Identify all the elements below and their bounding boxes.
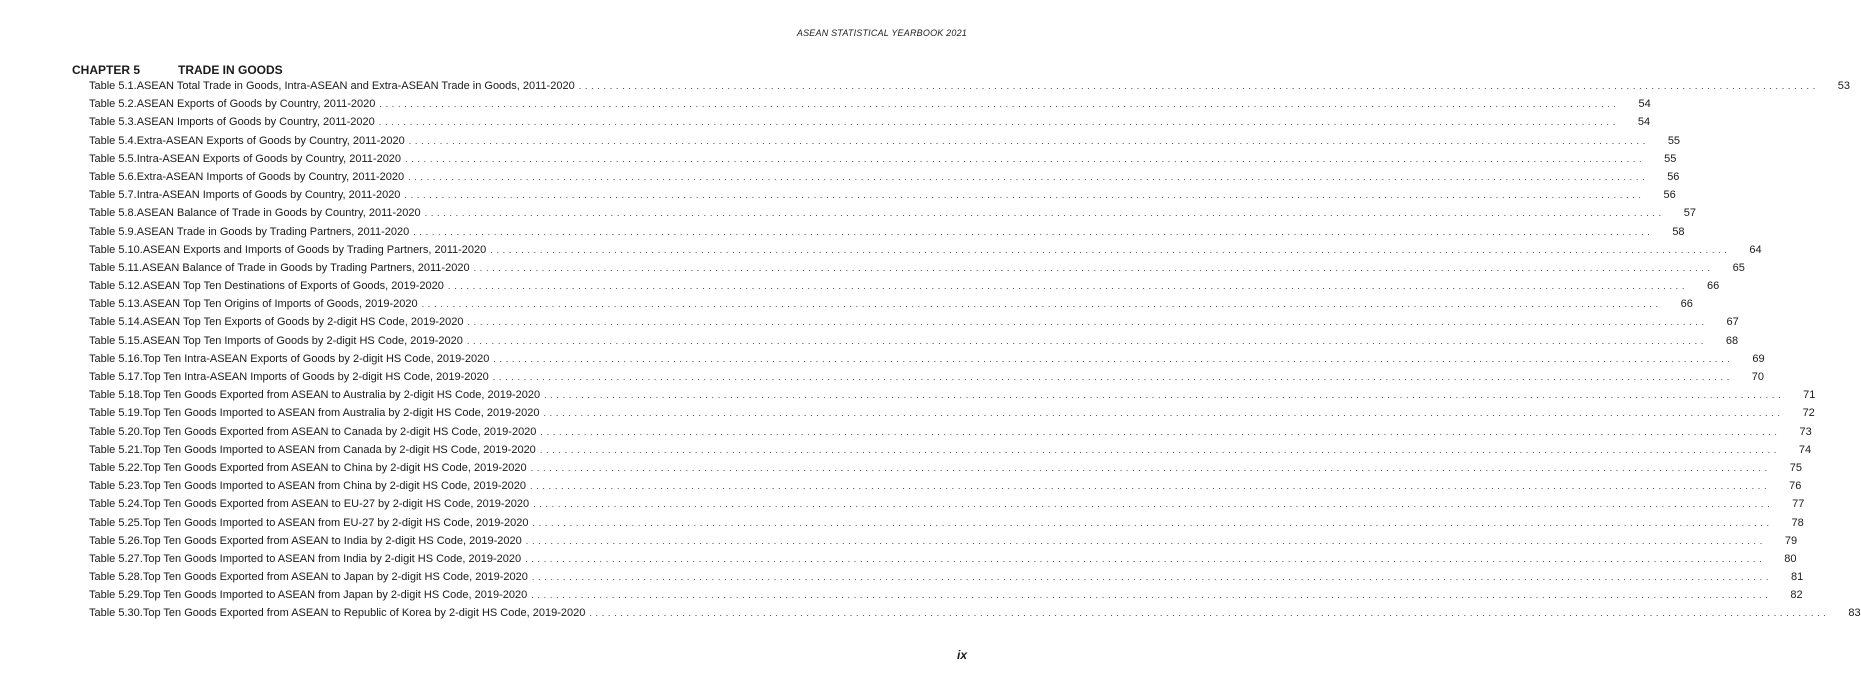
toc-entry-page: 75 xyxy=(1789,461,1802,474)
toc-entry-title-wrap xyxy=(143,353,1753,365)
toc-entry-title-wrap xyxy=(143,553,1784,565)
toc-entry-title-wrap xyxy=(137,135,1668,147)
toc-entry-title-wrap xyxy=(143,462,1790,474)
toc-entry[interactable] xyxy=(72,480,1802,498)
chapter-heading xyxy=(72,63,967,80)
toc-entry[interactable] xyxy=(72,589,1803,607)
toc-entry-number: Table 5.9. xyxy=(89,225,137,238)
dot-leader: . . . . . . . . . . . . . . . . . . . . . . . . . . . . . . . . . . . . . . . . . . . . . . . . . . . . . . . . . . . . . . . . . . . . . . . . . . . . . . . . . . . . . . . . . . . . . . . . . . . . . . . . . . . . . . . . . . . . . . . . . . . . . . . . . . . . . . . . . . . . . . . . . . . . . . . . . . . . . . . . . . . . . . . . . . . . . . . . . . . . . . . . . . . . . . . . . . . . . . . . xyxy=(408,171,1646,182)
toc-entry[interactable] xyxy=(72,443,1812,462)
toc-entry-number: Table 5.13. xyxy=(89,298,143,311)
toc-entry-title: Extra-ASEAN Exports of Goods by Country, 2011-2020 xyxy=(136,134,405,147)
toc-entry-page: 68 xyxy=(1725,334,1739,347)
toc-entry-number: Table 5.18. xyxy=(89,389,143,402)
toc-entry-number: Table 5.6. xyxy=(89,170,137,183)
dot-leader: . . . . . . . . . . . . . . . . . . . . . . . . . . . . . . . . . . . . . . . . . . . . . . . . . . . . . . . . . . . . . . . . . . . . . . . . . . . . . . . . . . . . . . . . . . . . . . . . . . . . . . . . . . . . . . . . . . . . . . . . . . . . . . . . . . . . . . . . . . . . . . . . . . . . . . . . . . . . . . . . . . . . . . . . . . . . . . . . . . . . . . . . . . . . . . . . . . . . . . . . xyxy=(379,99,1617,110)
toc-entry-title-wrap xyxy=(137,98,1639,110)
toc-entry-page: 64 xyxy=(1749,243,1762,256)
toc-entry-number: Table 5.29. xyxy=(89,589,143,602)
dot-leader: . . . . . . . . . . . . . . . . . . . . . . . . . . . . . . . . . . . . . . . . . . . . . . . . . . . . . . . . . . . . . . . . . . . . . . . . . . . . . . . . . . . . . . . . . . . . . . . . . . . . . . . . . . . . . . . . . . . . . . . . . . . . . . . . . . . . . . . . . . . . . . . . . . . . . . . . . . . . . . . . . . . . . . . . . . . . . . . . . . . . . . . . . . . . . . . . . . . . . . . . xyxy=(539,444,1777,455)
toc-entry-title: ASEAN Top Ten Destinations of Exports of Goods, 2019-2020 xyxy=(142,280,444,293)
toc-entry-title: ASEAN Imports of Goods by Country, 2011-2020 xyxy=(136,116,375,129)
toc-entry-title: Top Ten Goods Exported from ASEAN to Canada by 2-digit HS Code, 2019-2020 xyxy=(142,425,537,438)
toc-entry-title-wrap xyxy=(143,480,1789,492)
toc-entry[interactable] xyxy=(72,98,1651,116)
toc-entry-number: Table 5.12. xyxy=(89,280,143,293)
toc-entry-title-wrap xyxy=(137,80,1838,92)
toc-entry-page: 74 xyxy=(1798,443,1812,456)
toc-entry-number: Table 5.1. xyxy=(89,80,137,92)
toc-entry[interactable] xyxy=(72,189,1676,207)
toc-entry-title-wrap xyxy=(143,535,1785,547)
toc-entry-title: ASEAN Exports and Imports of Goods by Trading Partners, 2011-2020 xyxy=(142,243,487,256)
toc-entry-page: 78 xyxy=(1791,516,1804,529)
dot-leader: . . . . . . . . . . . . . . . . . . . . . . . . . . . . . . . . . . . . . . . . . . . . . . . . . . . . . . . . . . . . . . . . . . . . . . . . . . . . . . . . . . . . . . . . . . . . . . . . . . . . . . . . . . . . . . . . . . . . . . . . . . . . . . . . . . . . . . . . . . . . . . . . . . . . . . . . . . . . . . . . . . . . . . . . . . . . . . . . . . . . . . . . . . . . . . . . . . . . . . . . xyxy=(530,481,1768,492)
toc-entry-number: Table 5.3. xyxy=(89,116,137,129)
dot-leader: . . . . . . . . . . . . . . . . . . . . . . . . . . . . . . . . . . . . . . . . . . . . . . . . . . . . . . . . . . . . . . . . . . . . . . . . . . . . . . . . . . . . . . . . . . . . . . . . . . . . . . . . . . . . . . . . . . . . . . . . . . . . . . . . . . . . . . . . . . . . . . . . . . . . . . . . . . . . . . . . . . . . . . . . . . . . . . . . . . . . . . . . . . . . . . . . . . . . . . . . xyxy=(531,590,1769,601)
dot-leader: . . . . . . . . . . . . . . . . . . . . . . . . . . . . . . . . . . . . . . . . . . . . . . . . . . . . . . . . . . . . . . . . . . . . . . . . . . . . . . . . . . . . . . . . . . . . . . . . . . . . . . . . . . . . . . . . . . . . . . . . . . . . . . . . . . . . . . . . . . . . . . . . . . . . . . . . . . . . . . . . . . . . . . . . . . . . . . . . . . . . . . . . . . . . . . . . . . . . . . . . xyxy=(531,572,1769,583)
toc-entry[interactable] xyxy=(72,116,1651,134)
toc-entry[interactable] xyxy=(72,261,1745,280)
toc-entry-title: Top Ten Goods Imported to ASEAN from India by 2-digit HS Code, 2019-2020 xyxy=(142,552,522,565)
toc-entry-title: Top Ten Goods Exported from ASEAN to EU-27 by 2-digit HS Code, 2019-2020 xyxy=(142,498,530,511)
toc-entry-page: 72 xyxy=(1802,407,1815,420)
toc-entry-title: Extra-ASEAN Imports of Goods by Country, 2011-2020 xyxy=(136,170,405,183)
toc-entry[interactable] xyxy=(72,498,1805,516)
toc-entry-number: Table 5.17. xyxy=(89,371,143,383)
toc-entry-title-wrap xyxy=(143,444,1799,456)
dot-leader: . . . . . . . . . . . . . . . . . . . . . . . . . . . . . . . . . . . . . . . . . . . . . . . . . . . . . . . . . . . . . . . . . . . . . . . . . . . . . . . . . . . . . . . . . . . . . . . . . . . . . . . . . . . . . . . . . . . . . . . . . . . . . . . . . . . . . . . . . . . . . . . . . . . . . . . . . . . . . . . . . . . . . . . . . . . . . . . . . . . . . . . . . . . . . . . . . . . . . . . . xyxy=(492,372,1730,382)
toc-entry-title-wrap xyxy=(143,571,1791,583)
toc-entry-page: 79 xyxy=(1784,534,1798,547)
dot-leader: . . . . . . . . . . . . . . . . . . . . . . . . . . . . . . . . . . . . . . . . . . . . . . . . . . . . . . . . . . . . . . . . . . . . . . . . . . . . . . . . . . . . . . . . . . . . . . . . . . . . . . . . . . . . . . . . . . . . . . . . . . . . . . . . . . . . . . . . . . . . . . . . . . . . . . . . . . . . . . . . . . . . . . . . . . . . . . . . . . . . . . . . . . . . . . . . . . . . . . . . xyxy=(424,208,1662,219)
toc-entry-title: Top Ten Goods Exported from ASEAN to China by 2-digit HS Code, 2019-2020 xyxy=(142,461,527,474)
toc-entry-title: Top Ten Goods Exported from ASEAN to Japan by 2-digit HS Code, 2019-2020 xyxy=(142,571,528,584)
dot-leader: . . . . . . . . . . . . . . . . . . . . . . . . . . . . . . . . . . . . . . . . . . . . . . . . . . . . . . . . . . . . . . . . . . . . . . . . . . . . . . . . . . . . . . . . . . . . . . . . . . . . . . . . . . . . . . . . . . . . . . . . . . . . . . . . . . . . . . . . . . . . . . . . . . . . . . . . . . . . . . . . . . . . . . . . . . . . . . . . . . . . . . . . . . . . . . . . . . . . . . . . xyxy=(532,517,1770,528)
dot-leader: . . . . . . . . . . . . . . . . . . . . . . . . . . . . . . . . . . . . . . . . . . . . . . . . . . . . . . . . . . . . . . . . . . . . . . . . . . . . . . . . . . . . . . . . . . . . . . . . . . . . . . . . . . . . . . . . . . . . . . . . . . . . . . . . . . . . . . . . . . . . . . . . . . . . . . . . . . . . . . . . . . . . . . . . . . . . . . . . . . . . . . . . . . . . . . . . . . . . . . . . xyxy=(473,262,1711,273)
dot-leader: . . . . . . . . . . . . . . . . . . . . . . . . . . . . . . . . . . . . . . . . . . . . . . . . . . . . . . . . . . . . . . . . . . . . . . . . . . . . . . . . . . . . . . . . . . . . . . . . . . . . . . . . . . . . . . . . . . . . . . . . . . . . . . . . . . . . . . . . . . . . . . . . . . . . . . . . . . . . . . . . . . . . . . . . . . . . . . . . . . . . . . . . . . . . . . . . . . . . . . . . xyxy=(578,81,1816,91)
toc-entry[interactable] xyxy=(72,425,1812,444)
toc-entry-page: 65 xyxy=(1732,261,1745,274)
dot-leader: . . . . . . . . . . . . . . . . . . . . . . . . . . . . . . . . . . . . . . . . . . . . . . . . . . . . . . . . . . . . . . . . . . . . . . . . . . . . . . . . . . . . . . . . . . . . . . . . . . . . . . . . . . . . . . . . . . . . . . . . . . . . . . . . . . . . . . . . . . . . . . . . . . . . . . . . . . . . . . . . . . . . . . . . . . . . . . . . . . . . . . . . . . . . . . . . . . . . . . . . xyxy=(466,335,1704,346)
toc-entry-title-wrap xyxy=(143,517,1792,529)
toc-entry[interactable] xyxy=(72,352,1765,371)
toc-entry-page: 54 xyxy=(1638,98,1651,111)
dot-leader: . . . . . . . . . . . . . . . . . . . . . . . . . . . . . . . . . . . . . . . . . . . . . . . . . . . . . . . . . . . . . . . . . . . . . . . . . . . . . . . . . . . . . . . . . . . . . . . . . . . . . . . . . . . . . . . . . . . . . . . . . . . . . . . . . . . . . . . . . . . . . . . . . . . . . . . . . . . . . . . . . . . . . . . . . . . . . . . . . . . . . . . . . . . . . . . . . . . . . . . . xyxy=(540,426,1778,437)
toc-entry-title: Top Ten Goods Exported from ASEAN to India by 2-digit HS Code, 2019-2020 xyxy=(142,534,522,547)
toc-entry-title: Top Ten Goods Exported from ASEAN to Republic of Korea by 2-digit HS Code, 2019-2020 xyxy=(142,607,586,620)
toc-entry[interactable] xyxy=(72,316,1739,334)
toc-entry[interactable] xyxy=(72,607,1861,625)
toc-entry-page: 83 xyxy=(1848,607,1861,620)
chapter-label: CHAPTER 5 xyxy=(72,63,141,77)
toc-entry-title: Intra-ASEAN Imports of Goods by Country, 2011-2020 xyxy=(136,189,401,202)
toc-entry-page: 56 xyxy=(1667,170,1680,183)
dot-leader: . . . . . . . . . . . . . . . . . . . . . . . . . . . . . . . . . . . . . . . . . . . . . . . . . . . . . . . . . . . . . . . . . . . . . . . . . . . . . . . . . . . . . . . . . . . . . . . . . . . . . . . . . . . . . . . . . . . . . . . . . . . . . . . . . . . . . . . . . . . . . . . . . . . . . . . . . . . . . . . . . . . . . . . . . . . . . . . . . . . . . . . . . . . . . . . . . . . . . . . . xyxy=(413,226,1651,237)
toc-entry-title: ASEAN Trade in Goods by Trading Partners, 2011-2020 xyxy=(136,225,410,238)
toc-entry-title-wrap xyxy=(143,407,1803,419)
toc-entry-title: Top Ten Goods Imported to ASEAN from Canada by 2-digit HS Code, 2019-2020 xyxy=(142,443,536,456)
toc-entry-number: Table 5.22. xyxy=(89,461,143,474)
toc-entry-page: 82 xyxy=(1790,589,1803,602)
toc-entry-title: ASEAN Total Trade in Goods, Intra-ASEAN and Extra-ASEAN Trade in Goods, 2011-2020 xyxy=(136,80,575,92)
toc-entry-title: ASEAN Top Ten Origins of Imports of Goods, 2019-2020 xyxy=(142,298,418,311)
chapter-title: TRADE IN GOODS xyxy=(178,63,283,77)
toc-entry-title-wrap xyxy=(143,607,1849,619)
toc-entry[interactable] xyxy=(72,407,1815,425)
toc-entry[interactable] xyxy=(72,571,1804,589)
toc-entry-page: 58 xyxy=(1672,225,1685,238)
toc-entry-number: Table 5.14. xyxy=(89,316,143,329)
toc-entry-number: Table 5.8. xyxy=(89,207,137,220)
toc-entry-title-wrap xyxy=(143,244,1750,256)
dot-leader: . . . . . . . . . . . . . . . . . . . . . . . . . . . . . . . . . . . . . . . . . . . . . . . . . . . . . . . . . . . . . . . . . . . . . . . . . . . . . . . . . . . . . . . . . . . . . . . . . . . . . . . . . . . . . . . . . . . . . . . . . . . . . . . . . . . . . . . . . . . . . . . . . . . . . . . . . . . . . . . . . . . . . . . . . . . . . . . . . . . . . . . . . . . . . . . . . . . . . . . . xyxy=(467,317,1705,328)
dot-leader: . . . . . . . . . . . . . . . . . . . . . . . . . . . . . . . . . . . . . . . . . . . . . . . . . . . . . . . . . . . . . . . . . . . . . . . . . . . . . . . . . . . . . . . . . . . . . . . . . . . . . . . . . . . . . . . . . . . . . . . . . . . . . . . . . . . . . . . . . . . . . . . . . . . . . . . . . . . . . . . . . . . . . . . . . . . . . . . . . . . . . . . . . . . . . . . . . . . . . . . . xyxy=(408,135,1646,146)
toc-entry-title: ASEAN Top Ten Exports of Goods by 2-digit HS Code, 2019-2020 xyxy=(142,316,464,329)
toc-entry-title: Intra-ASEAN Exports of Goods by Country, 2011-2020 xyxy=(136,152,402,165)
toc-entry-page: 69 xyxy=(1752,352,1765,365)
toc-entry-title-wrap xyxy=(143,389,1803,401)
toc-entry-title: Top Ten Goods Imported to ASEAN from Australia by 2-digit HS Code, 2019-2020 xyxy=(142,407,540,420)
toc-entry-number: Table 5.5. xyxy=(89,152,137,165)
toc-entry-number: Table 5.15. xyxy=(89,334,143,347)
toc-entry-page: 66 xyxy=(1680,298,1693,311)
dot-leader: . . . . . . . . . . . . . . . . . . . . . . . . . . . . . . . . . . . . . . . . . . . . . . . . . . . . . . . . . . . . . . . . . . . . . . . . . . . . . . . . . . . . . . . . . . . . . . . . . . . . . . . . . . . . . . . . . . . . . . . . . . . . . . . . . . . . . . . . . . . . . . . . . . . . . . . . . . . . . . . . . . . . . . . . . . . . . . . . . . . . . . . . . . . . . . . . . . . . . . . . xyxy=(530,462,1768,473)
page-number: ix xyxy=(956,648,967,662)
toc-entry-page: 80 xyxy=(1784,552,1797,565)
dot-leader: . . . . . . . . . . . . . . . . . . . . . . . . . . . . . . . . . . . . . . . . . . . . . . . . . . . . . . . . . . . . . . . . . . . . . . . . . . . . . . . . . . . . . . . . . . . . . . . . . . . . . . . . . . . . . . . . . . . . . . . . . . . . . . . . . . . . . . . . . . . . . . . . . . . . . . . . . . . . . . . . . . . . . . . . . . . . . . . . . . . . . . . . . . . . . . . . . . . . . . . . xyxy=(589,608,1827,619)
toc-entry-number: Table 5.11. xyxy=(89,261,143,274)
toc-entry-title: ASEAN Balance of Trade in Goods by Country, 2011-2020 xyxy=(136,207,421,220)
toc-entry-page: 81 xyxy=(1790,571,1804,584)
toc-entry-number: Table 5.7. xyxy=(89,189,137,202)
toc-entry-page: 66 xyxy=(1706,280,1720,293)
running-head: ASEAN STATISTICAL YEARBOOK 2021 xyxy=(796,28,967,38)
toc-entry-number: Table 5.27. xyxy=(89,552,143,565)
toc-entry-title: Top Ten Goods Exported from ASEAN to Australia by 2-digit HS Code, 2019-2020 xyxy=(142,389,541,402)
toc-entry-page: 57 xyxy=(1683,207,1696,220)
toc-entry-title: Top Ten Intra-ASEAN Exports of Goods by 2-digit HS Code, 2019-2020 xyxy=(142,352,490,365)
toc-entry-page: 76 xyxy=(1789,480,1802,493)
toc-entry-title-wrap xyxy=(143,316,1727,328)
toc-entry[interactable] xyxy=(72,152,1677,171)
toc-entry-number: Table 5.26. xyxy=(89,534,143,547)
toc-entry-title-wrap xyxy=(143,335,1726,347)
dot-leader: . . . . . . . . . . . . . . . . . . . . . . . . . . . . . . . . . . . . . . . . . . . . . . . . . . . . . . . . . . . . . . . . . . . . . . . . . . . . . . . . . . . . . . . . . . . . . . . . . . . . . . . . . . . . . . . . . . . . . . . . . . . . . . . . . . . . . . . . . . . . . . . . . . . . . . . . . . . . . . . . . . . . . . . . . . . . . . . . . . . . . . . . . . . . . . . . . . . . . . . . xyxy=(543,408,1781,419)
toc-entry-title-wrap xyxy=(137,171,1667,183)
toc-entry-title-wrap xyxy=(137,226,1673,238)
toc-list xyxy=(72,80,1861,626)
toc-entry-title: ASEAN Exports of Goods by Country, 2011-2020 xyxy=(136,98,376,111)
dot-leader: . . . . . . . . . . . . . . . . . . . . . . . . . . . . . . . . . . . . . . . . . . . . . . . . . . . . . . . . . . . . . . . . . . . . . . . . . . . . . . . . . . . . . . . . . . . . . . . . . . . . . . . . . . . . . . . . . . . . . . . . . . . . . . . . . . . . . . . . . . . . . . . . . . . . . . . . . . . . . . . . . . . . . . . . . . . . . . . . . . . . . . . . . . . . . . . . . . . . . . . . xyxy=(544,390,1782,401)
toc-entry[interactable] xyxy=(72,134,1681,153)
toc-entry-title-wrap xyxy=(142,262,1733,274)
toc-entry[interactable] xyxy=(72,534,1798,553)
toc-entry[interactable] xyxy=(72,243,1762,262)
toc-entry[interactable] xyxy=(72,371,1765,389)
toc-entry-page: 55 xyxy=(1664,152,1677,165)
toc-entry-title-wrap xyxy=(143,589,1791,601)
toc-entry-title-wrap xyxy=(137,207,1684,219)
toc-entry-title-wrap xyxy=(143,280,1707,292)
toc-entry-number: Table 5.24. xyxy=(89,498,143,511)
dot-leader: . . . . . . . . . . . . . . . . . . . . . . . . . . . . . . . . . . . . . . . . . . . . . . . . . . . . . . . . . . . . . . . . . . . . . . . . . . . . . . . . . . . . . . . . . . . . . . . . . . . . . . . . . . . . . . . . . . . . . . . . . . . . . . . . . . . . . . . . . . . . . . . . . . . . . . . . . . . . . . . . . . . . . . . . . . . . . . . . . . . . . . . . . . . . . . . . . . . . . . . . xyxy=(493,353,1731,364)
toc-entry-title: Top Ten Goods Imported to ASEAN from EU-27 by 2-digit HS Code, 2019-2020 xyxy=(142,516,529,529)
toc-entry-page: 70 xyxy=(1751,371,1765,383)
toc-entry-page: 73 xyxy=(1799,425,1812,438)
toc-entry-title-wrap xyxy=(143,426,1800,438)
toc-entry-number: Table 5.30. xyxy=(89,607,143,620)
dot-leader: . . . . . . . . . . . . . . . . . . . . . . . . . . . . . . . . . . . . . . . . . . . . . . . . . . . . . . . . . . . . . . . . . . . . . . . . . . . . . . . . . . . . . . . . . . . . . . . . . . . . . . . . . . . . . . . . . . . . . . . . . . . . . . . . . . . . . . . . . . . . . . . . . . . . . . . . . . . . . . . . . . . . . . . . . . . . . . . . . . . . . . . . . . . . . . . . . . . . . . . . xyxy=(447,281,1685,292)
toc-entry-page: 67 xyxy=(1726,316,1739,329)
dot-leader: . . . . . . . . . . . . . . . . . . . . . . . . . . . . . . . . . . . . . . . . . . . . . . . . . . . . . . . . . . . . . . . . . . . . . . . . . . . . . . . . . . . . . . . . . . . . . . . . . . . . . . . . . . . . . . . . . . . . . . . . . . . . . . . . . . . . . . . . . . . . . . . . . . . . . . . . . . . . . . . . . . . . . . . . . . . . . . . . . . . . . . . . . . . . . . . . . . . . . . . . xyxy=(525,553,1763,564)
toc-entry-page: 56 xyxy=(1663,189,1676,202)
toc-entry-page: 54 xyxy=(1637,116,1651,129)
dot-leader: . . . . . . . . . . . . . . . . . . . . . . . . . . . . . . . . . . . . . . . . . . . . . . . . . . . . . . . . . . . . . . . . . . . . . . . . . . . . . . . . . . . . . . . . . . . . . . . . . . . . . . . . . . . . . . . . . . . . . . . . . . . . . . . . . . . . . . . . . . . . . . . . . . . . . . . . . . . . . . . . . . . . . . . . . . . . . . . . . . . . . . . . . . . . . . . . . . . . . . . . xyxy=(405,153,1643,164)
toc-entry-number: Table 5.23. xyxy=(89,480,143,493)
toc-entry-title: Top Ten Intra-ASEAN Imports of Goods by 2-digit HS Code, 2019-2020 xyxy=(142,371,489,383)
toc-entry-page: 53 xyxy=(1837,80,1851,92)
toc-entry[interactable] xyxy=(72,516,1804,535)
toc-entry-number: Table 5.20. xyxy=(89,425,143,438)
toc-entry[interactable] xyxy=(72,334,1739,353)
toc-entry-title-wrap xyxy=(143,298,1681,310)
dot-leader: . . . . . . . . . . . . . . . . . . . . . . . . . . . . . . . . . . . . . . . . . . . . . . . . . . . . . . . . . . . . . . . . . . . . . . . . . . . . . . . . . . . . . . . . . . . . . . . . . . . . . . . . . . . . . . . . . . . . . . . . . . . . . . . . . . . . . . . . . . . . . . . . . . . . . . . . . . . . . . . . . . . . . . . . . . . . . . . . . . . . . . . . . . . . . . . . . . . . . . . . xyxy=(378,117,1616,128)
toc-entry[interactable] xyxy=(72,389,1816,407)
toc-entry[interactable] xyxy=(72,552,1797,571)
toc-entry-number: Table 5.4. xyxy=(89,134,137,147)
toc-entry-number: Table 5.19. xyxy=(89,407,143,420)
toc-entry-number: Table 5.2. xyxy=(89,98,137,111)
toc-entry[interactable] xyxy=(72,225,1685,244)
toc-entry-number: Table 5.21. xyxy=(89,443,143,456)
toc-entry-title: Top Ten Goods Imported to ASEAN from Japan by 2-digit HS Code, 2019-2020 xyxy=(142,589,528,602)
toc-entry[interactable] xyxy=(72,298,1693,316)
toc-entry[interactable] xyxy=(72,80,1851,98)
dot-leader: . . . . . . . . . . . . . . . . . . . . . . . . . . . . . . . . . . . . . . . . . . . . . . . . . . . . . . . . . . . . . . . . . . . . . . . . . . . . . . . . . . . . . . . . . . . . . . . . . . . . . . . . . . . . . . . . . . . . . . . . . . . . . . . . . . . . . . . . . . . . . . . . . . . . . . . . . . . . . . . . . . . . . . . . . . . . . . . . . . . . . . . . . . . . . . . . . . . . . . . . xyxy=(404,190,1642,201)
toc-entry-title-wrap xyxy=(137,116,1638,128)
toc-entry-number: Table 5.10. xyxy=(89,243,143,256)
dot-leader: . . . . . . . . . . . . . . . . . . . . . . . . . . . . . . . . . . . . . . . . . . . . . . . . . . . . . . . . . . . . . . . . . . . . . . . . . . . . . . . . . . . . . . . . . . . . . . . . . . . . . . . . . . . . . . . . . . . . . . . . . . . . . . . . . . . . . . . . . . . . . . . . . . . . . . . . . . . . . . . . . . . . . . . . . . . . . . . . . . . . . . . . . . . . . . . . . . . . . . . . xyxy=(525,535,1763,546)
toc-entry-title-wrap xyxy=(143,498,1792,510)
table-of-contents xyxy=(72,63,1861,626)
toc-entry-title-wrap xyxy=(137,153,1664,165)
toc-entry[interactable] xyxy=(72,170,1680,189)
toc-entry-number: Table 5.25. xyxy=(89,516,143,529)
toc-entry-page: 55 xyxy=(1667,134,1681,147)
toc-entry-number: Table 5.16. xyxy=(89,352,143,365)
dot-leader: . . . . . . . . . . . . . . . . . . . . . . . . . . . . . . . . . . . . . . . . . . . . . . . . . . . . . . . . . . . . . . . . . . . . . . . . . . . . . . . . . . . . . . . . . . . . . . . . . . . . . . . . . . . . . . . . . . . . . . . . . . . . . . . . . . . . . . . . . . . . . . . . . . . . . . . . . . . . . . . . . . . . . . . . . . . . . . . . . . . . . . . . . . . . . . . . . . . . . . . . xyxy=(490,244,1728,255)
toc-entry-number: Table 5.28. xyxy=(89,571,143,584)
toc-entry-title: Top Ten Goods Imported to ASEAN from China by 2-digit HS Code, 2019-2020 xyxy=(142,480,527,493)
toc-entry[interactable] xyxy=(72,280,1720,298)
toc-entry-title: ASEAN Balance of Trade in Goods by Trading Partners, 2011-2020 xyxy=(142,261,470,274)
toc-entry-title-wrap xyxy=(143,371,1752,383)
dot-leader: . . . . . . . . . . . . . . . . . . . . . . . . . . . . . . . . . . . . . . . . . . . . . . . . . . . . . . . . . . . . . . . . . . . . . . . . . . . . . . . . . . . . . . . . . . . . . . . . . . . . . . . . . . . . . . . . . . . . . . . . . . . . . . . . . . . . . . . . . . . . . . . . . . . . . . . . . . . . . . . . . . . . . . . . . . . . . . . . . . . . . . . . . . . . . . . . . . . . . . . . xyxy=(421,299,1659,310)
toc-entry-title: ASEAN Top Ten Imports of Goods by 2-digit HS Code, 2019-2020 xyxy=(142,334,463,347)
toc-entry[interactable] xyxy=(72,207,1696,225)
dot-leader: . . . . . . . . . . . . . . . . . . . . . . . . . . . . . . . . . . . . . . . . . . . . . . . . . . . . . . . . . . . . . . . . . . . . . . . . . . . . . . . . . . . . . . . . . . . . . . . . . . . . . . . . . . . . . . . . . . . . . . . . . . . . . . . . . . . . . . . . . . . . . . . . . . . . . . . . . . . . . . . . . . . . . . . . . . . . . . . . . . . . . . . . . . . . . . . . . . . . . . . . xyxy=(533,499,1771,510)
toc-entry-page: 77 xyxy=(1792,498,1805,511)
toc-entry-title-wrap xyxy=(137,189,1664,201)
toc-entry-page: 71 xyxy=(1803,389,1816,402)
toc-entry[interactable] xyxy=(72,461,1802,480)
